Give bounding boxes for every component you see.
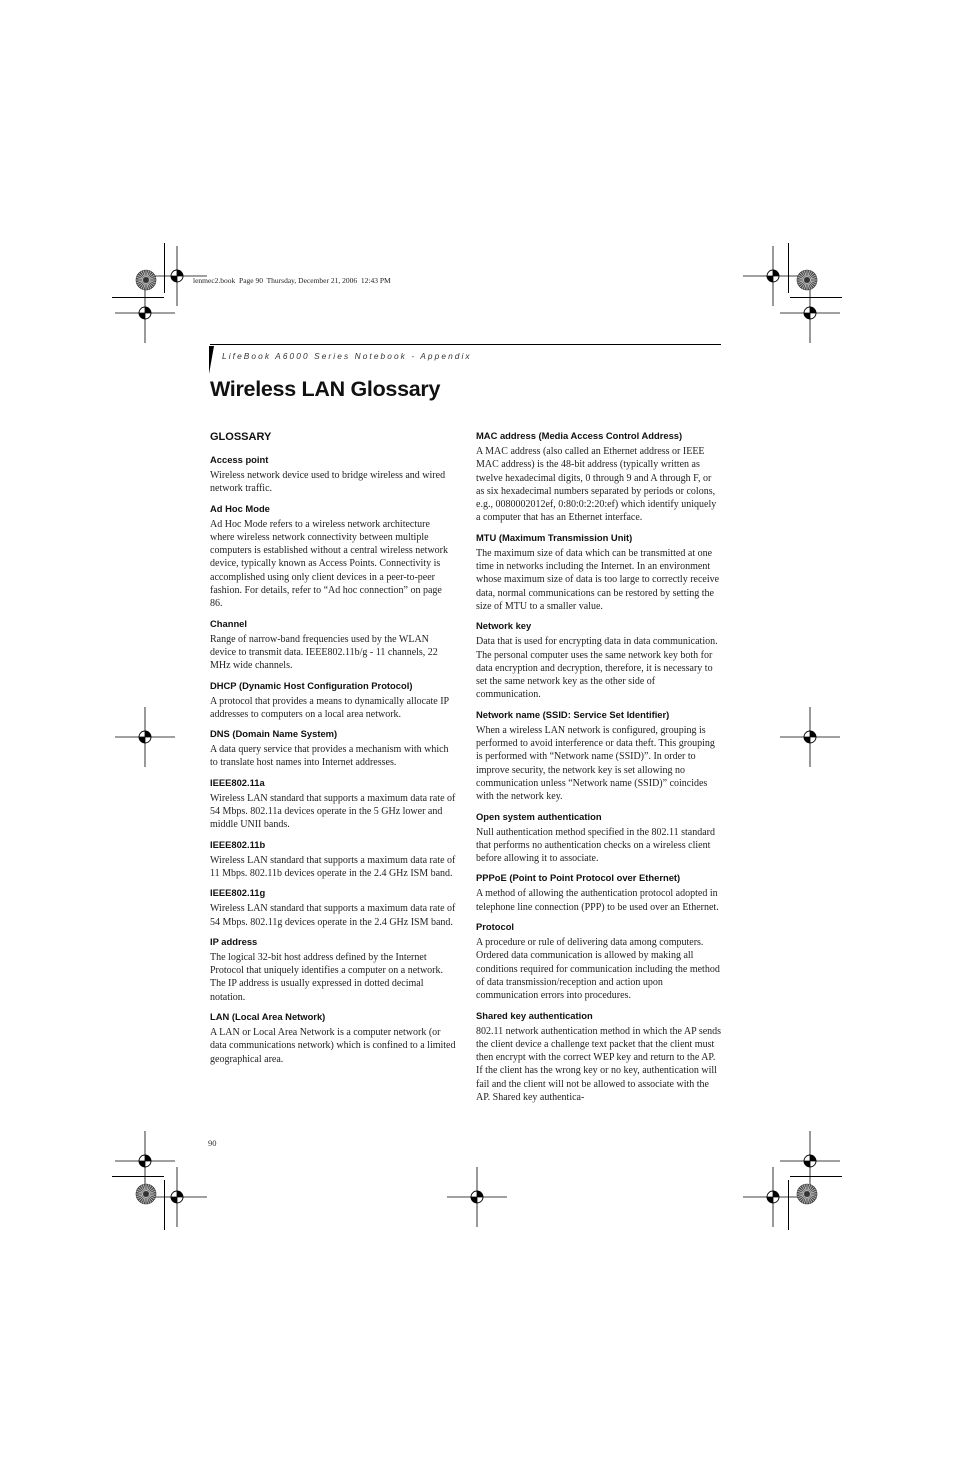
- glossary-entry: [476, 532, 722, 613]
- glossary-term: LAN (Local Area Network): [210, 1011, 326, 1023]
- registration-mark: [115, 707, 175, 767]
- glossary-term: Protocol: [476, 921, 515, 933]
- glossary-entry: [476, 1010, 722, 1105]
- registration-mark: [447, 1167, 507, 1227]
- glossary-definition: Wireless LAN standard that supports a maximum data rate of 11 Mbps. 802.11b devices operate in the 2.4 GHz ISM band.: [210, 854, 456, 879]
- registration-mark: [780, 283, 840, 343]
- header-rule: [210, 344, 721, 345]
- registration-mark: [115, 283, 175, 343]
- glossary-entry: [210, 503, 456, 611]
- trim-mark: [112, 1176, 164, 1177]
- page-title: Wireless LAN Glossary: [210, 377, 441, 401]
- glossary-definition: The maximum size of data which can be transmitted at one time in networks including the Internet. In an environment whose maximum size of data is too large to correctly receive data, normal communications can be restored by setting the size of MTU to a smaller value.: [476, 547, 720, 612]
- glossary-definition: A data query service that provides a mechanism with which to translate host names into Internet addresses.: [210, 744, 449, 769]
- glossary-definition: When a wireless LAN network is configured, grouping is performed to avoid interference or data theft. This grouping is performed with “Network name (SSID)”. In order to improve security, the network key is set allowing no communication unless “Network name (SSID)” coincides with the network key.: [476, 724, 715, 803]
- running-head: LifeBook A6000 Series Notebook - Appendix: [222, 351, 472, 361]
- glossary-definition: Range of narrow-band frequencies used by the WLAN device to transmit data. IEEE802.11b/g - 11 channels, 22 MHz wide channels.: [210, 633, 438, 672]
- glossary-term: Shared key authentication: [476, 1009, 593, 1021]
- trim-mark: [790, 1176, 842, 1177]
- color-target-mark: [135, 269, 157, 291]
- glossary-entry: [210, 936, 456, 1004]
- trim-mark: [112, 297, 164, 298]
- glossary-term: Open system authentication: [476, 810, 602, 822]
- glossary-entry: [210, 777, 456, 832]
- glossary-entry: [476, 709, 722, 804]
- glossary-term: Network name (SSID: Service Set Identifier): [476, 708, 670, 720]
- glossary-definition: A procedure or rule of delivering data among computers. Ordered data communication is allowed by making all conditions required for communication including the method of data transmission/reception and action upon communication errors into procedures.: [476, 937, 720, 1002]
- header-wedge: [209, 346, 214, 374]
- left-column: [210, 430, 456, 1073]
- glossary-entry: [476, 811, 722, 866]
- trim-mark: [788, 1180, 789, 1230]
- glossary-definition: 802.11 network authentication method in which the AP sends the client device a challenge text packet that the client must then encrypt with the correct WEP key and return to the AP. If the client has the wrong key or no key, authentication will fail and the client will not be allowed to associate with the AP. Shared key authentica-: [476, 1025, 722, 1103]
- trim-mark: [164, 243, 165, 293]
- glossary-term: IP address: [210, 935, 258, 947]
- file-stamp: lenmec2.book Page 90 Thursday, December 21, 2006 12:43 PM: [193, 276, 391, 285]
- glossary-term: PPPoE (Point to Point Protocol over Ethernet): [476, 872, 681, 884]
- glossary-entry: [476, 620, 722, 701]
- glossary-term: IEEE802.11b: [210, 838, 266, 850]
- glossary-term: Access point: [210, 454, 269, 465]
- right-entries: [476, 430, 722, 1104]
- glossary-term: MAC address (Media Access Control Address): [476, 430, 683, 441]
- glossary-entry: [210, 454, 456, 496]
- right-column: [476, 430, 722, 1111]
- glossary-entry: [210, 887, 456, 929]
- glossary-term: DHCP (Dynamic Host Configuration Protocol): [210, 679, 413, 691]
- section-heading: GLOSSARY: [210, 431, 272, 443]
- glossary-definition: Data that is used for encrypting data in data communication. The personal computer uses the same network key both for data encryption and decryption, therefore, it is necessary to set the same network key as the other side of communication.: [476, 636, 718, 701]
- glossary-definition: Wireless network device used to bridge wireless and wired network traffic.: [210, 470, 446, 495]
- trim-mark: [788, 243, 789, 293]
- glossary-entry: [210, 618, 456, 673]
- page-number: 90: [208, 1138, 217, 1148]
- glossary-definition: A protocol that provides a means to dynamically allocate IP addresses to computers on a local area network.: [210, 695, 449, 720]
- trim-mark: [164, 1180, 165, 1230]
- color-target-mark: [135, 1183, 157, 1205]
- glossary-entry: [476, 872, 722, 914]
- glossary-definition: A MAC address (also called an Ethernet address or IEEE MAC address) is the 48-bit address (typically written as twelve hexadecimal digits, 0 through 9 and A through F, or as six hexadecimal numbers separated by periods or colons, e.g., 0080002012ef, 0:80:0:2:20:ef) which identify uniquely a computer that has an Ethernet interface.: [476, 446, 717, 524]
- glossary-definition: Ad Hoc Mode refers to a wireless network architecture where wireless network connectivity between multiple computers is established without a central wireless network device, typically known as Access Points. Connectivity is accomplished using only client devices in a peer-to-peer fashion. For details, refer to “Ad hoc connection” on page 86.: [210, 518, 448, 610]
- glossary-entry: [210, 680, 456, 722]
- glossary-term: IEEE802.11a: [210, 776, 265, 788]
- left-entries: [210, 454, 456, 1066]
- trim-mark: [790, 297, 842, 298]
- glossary-entry: [210, 839, 456, 881]
- glossary-term: Ad Hoc Mode: [210, 502, 270, 514]
- glossary-entry: [476, 430, 722, 525]
- glossary-definition: A LAN or Local Area Network is a computer network (or data communications network) which is confined to a limited geographical area.: [210, 1027, 456, 1065]
- glossary-term: Channel: [210, 617, 247, 629]
- color-target-mark: [796, 269, 818, 291]
- glossary-term: DNS (Domain Name System): [210, 728, 338, 740]
- glossary-definition: Wireless LAN standard that supports a maximum data rate of 54 Mbps. 802.11a devices operate in the 5 GHz lower and middle UNII bands.: [210, 792, 456, 831]
- glossary-term: Network key: [476, 620, 532, 632]
- glossary-term: MTU (Maximum Transmission Unit): [476, 531, 633, 543]
- glossary-term: IEEE802.11g: [210, 887, 266, 899]
- glossary-entry: [210, 728, 456, 770]
- registration-mark: [780, 707, 840, 767]
- glossary-definition: The logical 32-bit host address defined by the Internet Protocol that uniquely identifies a computer on a network. The IP address is usually expressed in dotted decimal notation.: [210, 951, 443, 1003]
- color-target-mark: [796, 1183, 818, 1205]
- glossary-entry: [210, 1011, 456, 1066]
- glossary-entry: [476, 921, 722, 1002]
- glossary-definition: A method of allowing the authentication protocol adopted in telephone line connection (PPP) to be used over an Ethernet.: [476, 888, 719, 913]
- glossary-definition: Wireless LAN standard that supports a maximum data rate of 54 Mbps. 802.11g devices operate in the 2.4 GHz ISM band.: [210, 903, 456, 928]
- glossary-definition: Null authentication method specified in the 802.11 standard that performs no authentication checks on a wireless client before allowing it to associate.: [476, 826, 716, 865]
